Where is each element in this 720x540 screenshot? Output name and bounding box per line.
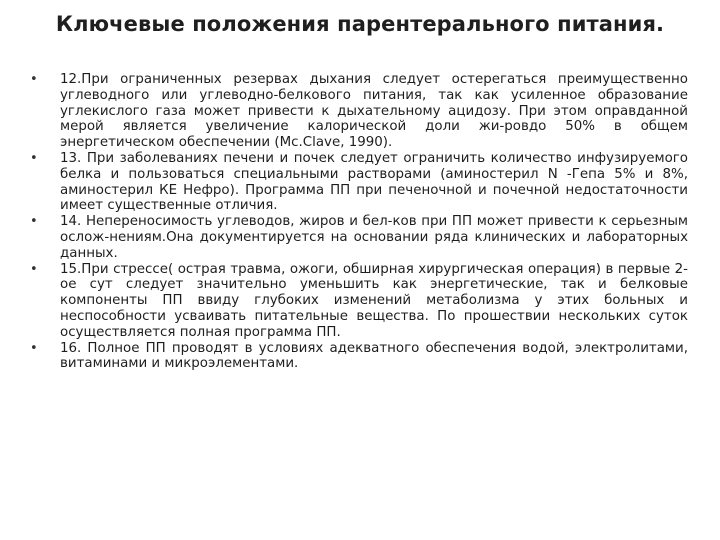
list-item-text: 15.При стрессе( острая травма, ожоги, обширная хирургическая операция) в первые 2-ое сут следует значительно уменьшить как энергетические, так и белковые компоненты ПП ввиду глубоких изменений метаболизма у этих больных и неспособности усваивать питательные вещества. По прошествии нескольких суток осуществляется полная программа ПП. — [60, 261, 688, 340]
bullet-list — [30, 72, 688, 372]
bullet-icon: • — [30, 72, 38, 87]
bullet-icon: • — [30, 214, 38, 230]
bullet-icon: • — [30, 340, 38, 356]
list-item-text: 13. При заболеваниях печени и почек следует ограничить количество инфузируемого белка и пользоваться специальными растворами (аминостерил N -Гепа 5% и 8%, аминостерил КЕ Нефро). Программа ПП при печеночной и почечной недостаточности имеет существенные отличия. — [60, 150, 688, 214]
bullet-icon: • — [30, 261, 38, 277]
list-item-text: 16. Полное ПП проводят в условиях адекватного обеспечения водой, электролитами, витаминами и микроэлементами. — [60, 340, 688, 372]
list-item-text: 14. Непереносимость углеводов, жиров и бел-ков при ПП может привести к серьезным ослож-нениям.Она документируется на основании ряда клинических и лабораторных данных. — [60, 214, 688, 261]
list-item — [30, 214, 688, 261]
list-item-text: 12.При ограниченных резервах дыхания следует остерегаться преимущественно углеводного или углеводно-белкового питания, так как усиленное образование углекислого газа может привести к дыхательному ацидозу. При этом оправданной мерой является увеличение калорической доли жи-ровдо 50% в общем энергетическом обеспечении (Mc.Clave, 1990). — [60, 72, 688, 151]
list-item — [30, 72, 688, 151]
list-item — [30, 340, 688, 373]
list-item — [30, 261, 688, 341]
list-item — [30, 150, 688, 214]
slide-title: Ключевые положения парентерального питания. — [55, 12, 665, 36]
bullet-icon: • — [30, 150, 38, 166]
